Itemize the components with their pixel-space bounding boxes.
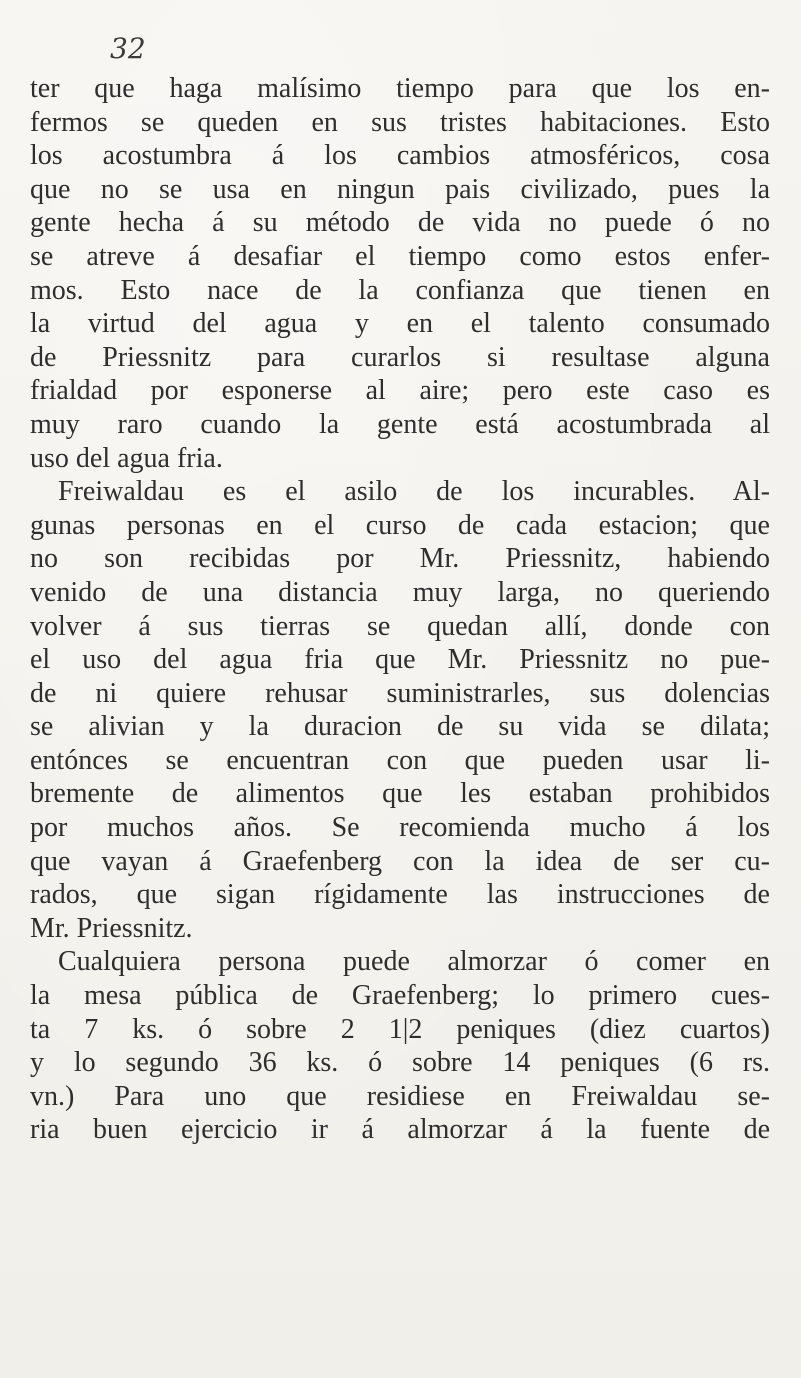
text-line: ria buen ejercicio ir á almorzar á la fuente de <box>30 1114 770 1146</box>
body-text <box>30 72 770 1147</box>
text-line: entónces se encuentran con que pueden usar li- <box>30 744 770 776</box>
text-line: gunas personas en el curso de cada estacion; que <box>30 509 770 541</box>
text-line: el uso del agua fria que Mr. Priessnitz no pue- <box>30 644 770 676</box>
text-line: muy raro cuando la gente está acostumbrada al <box>30 408 770 440</box>
text-line: ter que haga malísimo tiempo para que los en- <box>30 73 770 104</box>
text-line: de ni quiere rehusar suministrarles, sus dolencias <box>30 677 770 709</box>
text-line: de Priessnitz para curarlos si resultase alguna <box>30 341 770 373</box>
text-line: venido de una distancia muy larga, no queriendo <box>30 576 770 608</box>
text-line: la virtud del agua y en el talento consumado <box>30 308 770 340</box>
text-line: se alivian y la duracion de su vida se dilata; <box>30 711 770 743</box>
text-line: y lo segundo 36 ks. ó sobre 14 peniques (6 rs. <box>30 1047 770 1079</box>
text-line: se atreve á desafiar el tiempo como estos enfer- <box>30 240 770 272</box>
text-line: Cualquiera persona puede almorzar ó comer en <box>58 946 770 978</box>
text-line: los acostumbra á los cambios atmosféricos, cosa <box>30 140 770 172</box>
text-line: frialdad por esponerse al aire; pero este caso es <box>30 375 770 407</box>
text-line: por muchos años. Se recomienda mucho á los <box>30 812 770 844</box>
text-line: no son recibidas por Mr. Priessnitz, habiendo <box>30 543 770 575</box>
text-line: rados, que sigan rígidamente las instrucciones de <box>30 879 770 911</box>
text-line: ta 7 ks. ó sobre 2 1|2 peniques (diez cuartos) <box>30 1013 770 1045</box>
text-line: bremente de alimentos que les estaban prohibidos <box>30 778 770 810</box>
text-line: volver á sus tierras se quedan allí, donde con <box>30 610 770 642</box>
page-number: 32 <box>110 32 146 65</box>
text-line: uso del agua fria. <box>30 442 223 474</box>
text-line: Mr. Priessnitz. <box>30 912 193 944</box>
text-line: gente hecha á su método de vida no puede ó no <box>30 207 770 239</box>
text-line: la mesa pública de Graefenberg; lo primero cues- <box>30 980 770 1012</box>
text-line: que no se usa en ningun pais civilizado, pues la <box>30 173 770 205</box>
text-line: que vayan á Graefenberg con la idea de ser cu- <box>30 845 770 877</box>
text-line: fermos se queden en sus tristes habitaciones. Esto <box>30 106 770 138</box>
text-line: vn.) Para uno que residiese en Freiwaldau se- <box>30 1080 770 1112</box>
text-line: Freiwaldau es el asilo de los incurables. Al- <box>58 476 770 508</box>
text-line: mos. Esto nace de la confianza que tienen en <box>30 274 770 306</box>
